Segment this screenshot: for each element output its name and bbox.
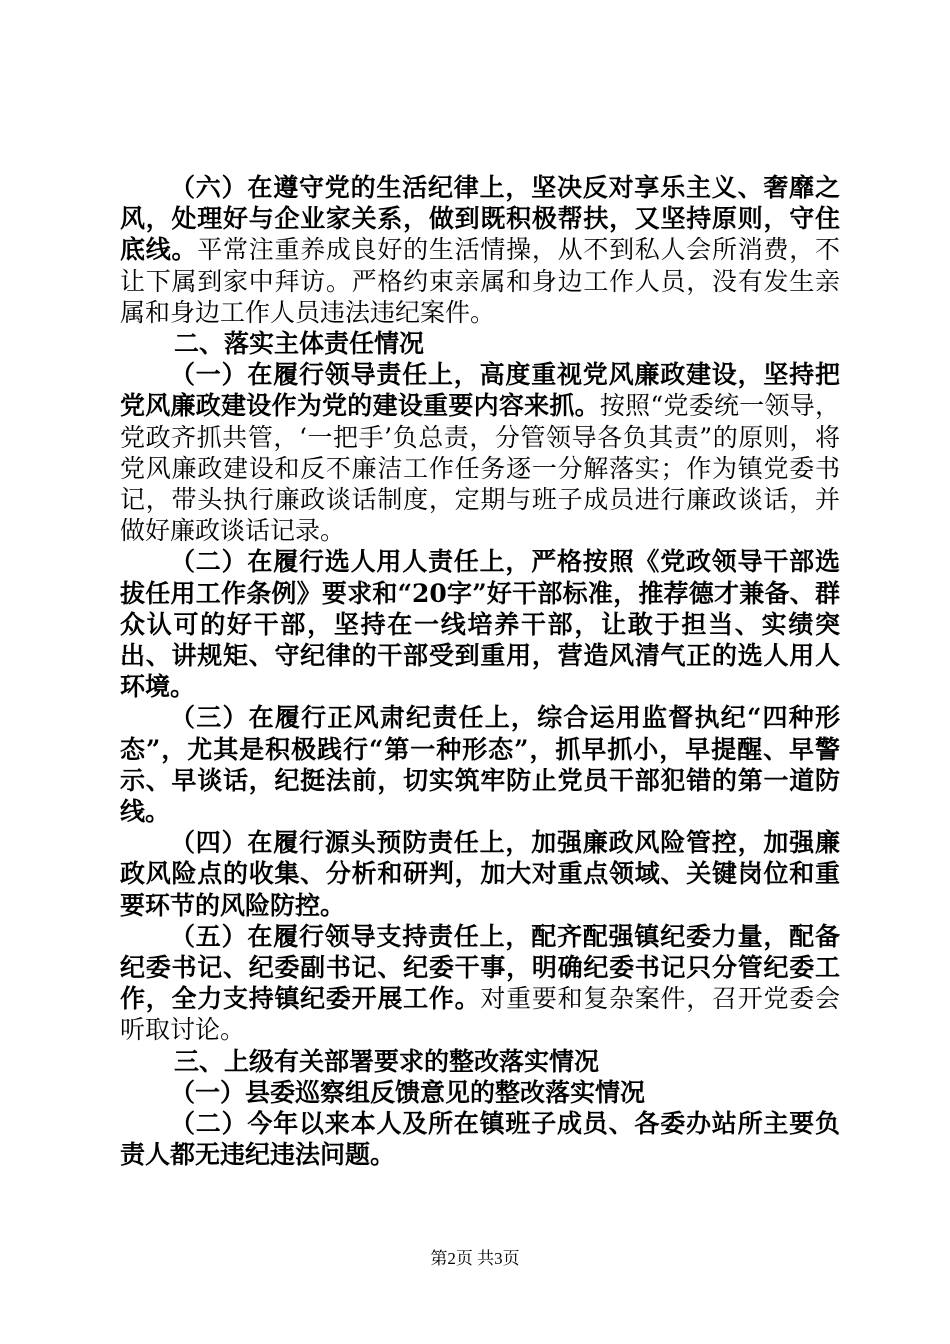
section-heading-2: 二、落实主体责任情况 <box>174 329 425 359</box>
page-number-footer: 第2页 共3页 <box>430 1249 520 1268</box>
paragraph-3-2-no-violations: （二）今年以来本人及所在镇班子成员、各委办站所主要负责人都无违纪违法问题。 <box>120 1109 840 1170</box>
paragraph-2-3-discipline: （三）在履行正风肃纪责任上，综合运用监督执纪“四种形态”，尤其是积极践行“第一种形态”，抓早抓小，早提醒、早警示、早谈话，纪挺法前，切实筑牢防止党员干部犯错的第一道防线。 <box>120 703 840 827</box>
paragraph-2-4-prevention: （四）在履行源头预防责任上，加强廉政风险管控，加强廉政风险点的收集、分析和研判，加大对重点领域、关键岗位和重要环节的风险防控。 <box>120 828 840 920</box>
section-heading-3: 三、上级有关部署要求的整改落实情况 <box>174 1046 600 1076</box>
paragraph-2-1-leadership: （一）在履行领导责任上，高度重视党风廉政建设，坚持把党风廉政建设作为党的建设重要内容来抓。按照“党委统一领导，党政齐抓共管，‘一把手’负总责，分管领导各负其责”的原则，将党风廉政建设和反不廉洁工作任务逐一分解落实；作为镇党委书记，带头执行廉政谈话制度，定期与班子成员进行廉政谈话，并做好廉政谈话记录。 <box>120 360 840 546</box>
paragraph-6-discipline: （六）在遵守党的生活纪律上，坚决反对享乐主义、奢靡之风，处理好与企业家关系，做到既积极帮扶，又坚持原则，守住底线。平常注重养成良好的生活情操，从不到私人会所消费，不让下属到家中拜访。严格约束亲属和身边工作人员，没有发生亲属和身边工作人员违法违纪案件。 <box>120 173 840 327</box>
paragraph-2-5-support: （五）在履行领导支持责任上，配齐配强镇纪委力量，配备纪委书记、纪委副书记、纪委干事，明确纪委书记只分管纪委工作，全力支持镇纪委开展工作。对重要和复杂案件，召开党委会听取讨论。 <box>120 921 840 1045</box>
document-body <box>120 172 840 1171</box>
paragraph-3-1-inspection: （一）县委巡察组反馈意见的整改落实情况 <box>170 1077 646 1107</box>
paragraph-2-2-selection: （二）在履行选人用人责任上，严格按照《党政领导干部选拔任用工作条例》要求和“20字”好干部标准，推荐德才兼备、群众认可的好干部，坚持在一线培养干部，让敢于担当、实绩突出、讲规矩、守纪律的干部受到重用，营造风清气正的选人用人环境。 <box>120 547 840 702</box>
